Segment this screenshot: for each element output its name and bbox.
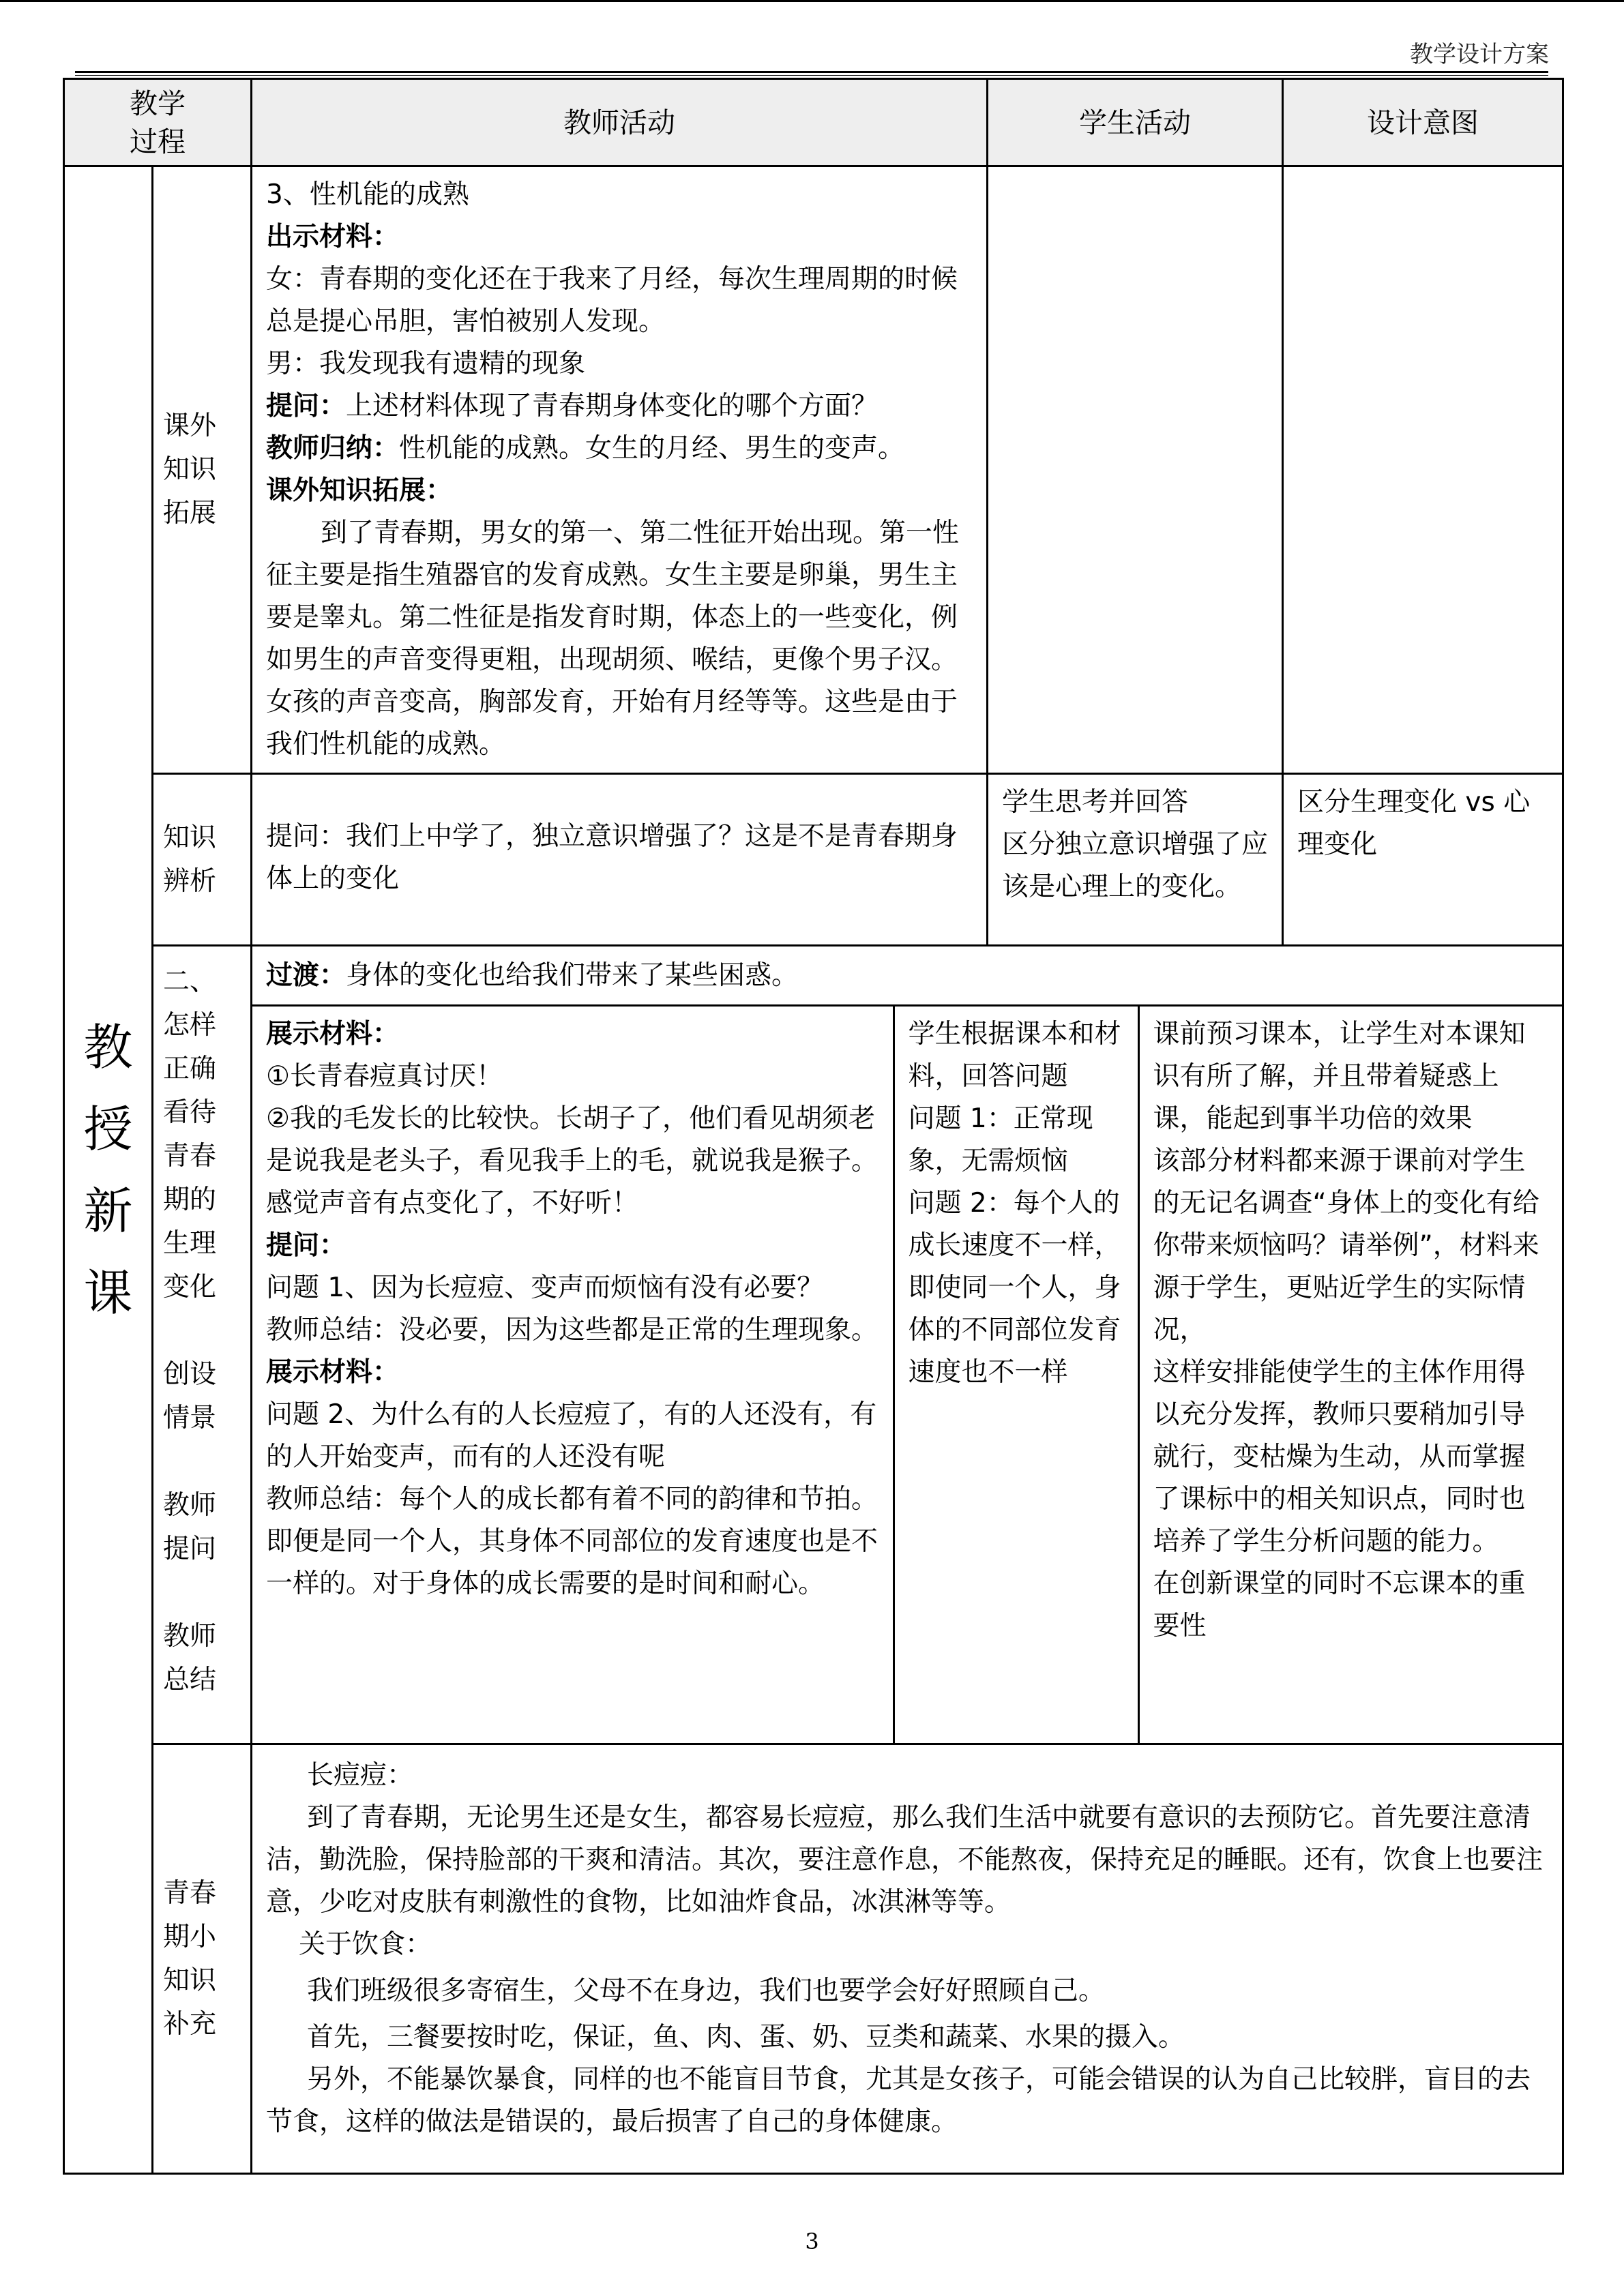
label-spacer — [163, 1309, 241, 1353]
label-line: 提问 — [163, 1534, 217, 1564]
section-2-student — [988, 774, 1283, 946]
section-2-label — [153, 774, 252, 946]
row-section-1 — [64, 166, 1563, 774]
label-line: 青春 — [163, 1141, 217, 1172]
topic-text: 另外，不能暴饮暴食，同样的也不能盲目节食，尤其是女孩子，可能会错误的认为自己比较胖，盲目的去节食，这样的做法是错误的，最后损害了自己的身体健康。 — [266, 2064, 1531, 2137]
row-section-4 — [64, 1744, 1563, 2174]
question-line — [266, 385, 973, 428]
material-item: 感觉声音有点变化了，不好听！ — [266, 1188, 639, 1219]
section-2-teacher: 提问：我们上中学了，独立意识增强了？这是不是青春期身体上的变化 — [252, 774, 988, 946]
summary-1: 教师总结：没必要，因为这些都是正常的生理现象。 — [266, 1315, 879, 1345]
label-line: 教师 — [163, 1621, 217, 1652]
extension-label: 课外知识拓展： — [266, 475, 453, 506]
topic-text: 首先，三餐要按时吃，保证，鱼、肉、蛋、奶、豆类和蔬菜、水果的摄入。 — [307, 2022, 1185, 2053]
running-header: 教学设计方案 — [1410, 41, 1549, 68]
label-line: 二、 — [163, 966, 217, 997]
topic-text: 到了青春期，无论男生还是女生，都容易长痘痘，那么我们生活中就要有意识的去预防它。首先要注意清洁，勤洗脸，保持脸部的干爽和清洁。其次，要注意作息，不能熬夜，保持充足的睡眠。还有，饮食上也要注意，少吃对皮肤有刺激性的食物，比如油炸食品，冰淇淋等等。 — [266, 1802, 1544, 1918]
header-process — [64, 79, 252, 166]
question-2: 问题 2、为什么有的人长痘痘了，有的人还没有，有的人开始变声，而有的人还没有呢 — [266, 1399, 877, 1472]
summary-line — [266, 428, 973, 470]
section-4-content — [252, 1744, 1563, 2174]
intent-line: 课前预习课本，让学生对本课知识有所了解，并且带着疑惑上课，能起到事半功倍的效果 — [1153, 1019, 1526, 1134]
label-line: 青春 — [163, 1877, 217, 1909]
student-line: 问题 1：正常现象，无需烦恼 — [908, 1103, 1093, 1176]
student-line: 问题 2：每个人的成长速度不一样，即使同一个人，身体的不同部位发育速度也不一样 — [908, 1188, 1121, 1388]
material-text-female: 女：青春期的变化还在于我来了月经，每次生理周期的时候总是提心吊胆，害怕被别人发现。 — [266, 264, 958, 337]
material-text-male: 男：我发现我有遗精的现象 — [266, 348, 586, 379]
topic-heading: 长痘痘： — [307, 1760, 414, 1791]
material-label: 展示材料： — [266, 1019, 400, 1049]
question-label: 提问： — [266, 1230, 346, 1261]
summary-2: 教师总结：每个人的成长都有着不同的韵律和节拍。即便是同一个人，其身体不同部位的发育速度也是不一样的。对于身体的成长需要的是时间和耐心。 — [266, 1484, 879, 1599]
row-section-3-materials — [64, 1006, 1563, 1744]
stage-char: 教 — [83, 1018, 133, 1076]
section-3-intent — [1138, 1007, 1564, 1743]
label-line: 拓展 — [163, 498, 217, 528]
label-line: 补充 — [163, 2008, 217, 2040]
intent-line: 这样安排能使学生的主体作用得以充分发挥，教师只要稍加引导就行，变枯燥为生动，从而掌握了课标中的相关知识点，同时也培养了学生分析问题的能力。 — [1153, 1357, 1526, 1557]
section-3-label — [153, 946, 252, 1744]
section-3-teacher — [252, 1007, 894, 1743]
transition-cell — [252, 946, 1563, 1006]
intent-line: 该部分材料都来源于课前对学生的无记名调查“身体上的变化有给你带来烦恼吗？请举例”，材料来源于学生，更贴近学生的实际情况， — [1153, 1146, 1539, 1345]
label-line: 生理 — [163, 1228, 217, 1259]
label-line: 教师 — [163, 1490, 217, 1521]
page-top-border — [0, 0, 1624, 2]
row-section-2 — [64, 774, 1563, 946]
material-item: ②我的毛发长的比较快。长胡子了，他们看见胡须老是说我是老头子，看见我手上的毛，就说我是猴子。 — [266, 1103, 879, 1176]
intent-line: 在创新课堂的同时不忘课本的重要性 — [1153, 1568, 1526, 1641]
page-number: 3 — [805, 2228, 819, 2254]
label-line: 变化 — [163, 1272, 217, 1302]
header-student: 学生活动 — [988, 79, 1283, 166]
label-line: 总结 — [163, 1665, 217, 1695]
section-1-label — [153, 166, 252, 774]
label-line: 怎样 — [163, 1010, 217, 1041]
header-intent: 设计意图 — [1283, 79, 1563, 166]
transition-text: 身体的变化也给我们带来了某些困惑。 — [346, 959, 799, 991]
topic-heading: 关于饮食： — [299, 1929, 432, 1960]
student-line: 学生根据课本和材料，回答问题 — [908, 1019, 1121, 1092]
label-line: 辨析 — [163, 865, 217, 897]
question-1: 问题 1、因为长痘痘、变声而烦恼有没有必要？ — [266, 1272, 824, 1303]
section-1-intent — [1283, 166, 1563, 774]
row-section-3-transition — [64, 946, 1563, 1006]
section-1-teacher — [252, 166, 988, 774]
table-header-row — [64, 79, 1563, 166]
section-3-student — [894, 1007, 1138, 1743]
materials-inner-table — [252, 1007, 1564, 1743]
header-process-line-1: 教学 — [130, 87, 186, 120]
summary-text: 性机能的成熟。女生的月经、男生的变声。 — [399, 433, 905, 464]
question-text: 上述材料体现了青春期身体变化的哪个方面？ — [346, 391, 879, 421]
material-label: 出示材料： — [266, 222, 400, 252]
label-line: 期小 — [163, 1921, 217, 1952]
student-line: 学生思考并回答 — [1002, 787, 1189, 818]
label-line: 看待 — [163, 1097, 217, 1128]
section-4-label — [153, 1744, 252, 2174]
lesson-plan-table — [63, 78, 1564, 2175]
extension-text: 到了青春期，男女的第一、第二性征开始出现。第一性征主要是指生殖器官的发育成熟。女生主要是卵巢，男生主要是睾丸。第二性征是指发育时期，体态上的一些变化，例如男生的声音变得更粗，出现胡须、喉结，更像个男子汉。女孩的声音变高，胸部发育，开始有月经等等。这些是由于我们性机能的成熟。 — [266, 518, 960, 760]
label-line: 知识 — [163, 822, 217, 853]
label-line: 知识 — [163, 1965, 217, 1996]
header-teacher: 教师活动 — [252, 79, 988, 166]
subheading: 3、性机能的成熟 — [266, 179, 469, 210]
label-line: 知识 — [163, 454, 217, 485]
transition-label: 过渡： — [266, 959, 346, 991]
stage-label — [64, 166, 153, 2174]
label-spacer — [163, 1571, 241, 1615]
label-line: 正确 — [163, 1054, 217, 1084]
label-line: 创设 — [163, 1359, 217, 1390]
material-label-2: 展示材料： — [266, 1357, 400, 1388]
label-line: 情景 — [163, 1403, 217, 1433]
summary-label: 教师归纳： — [266, 433, 400, 464]
materials-block — [252, 1006, 1563, 1744]
label-line: 课外 — [163, 411, 217, 441]
header-rule-thin — [75, 75, 1548, 76]
stage-char: 新 — [83, 1182, 133, 1240]
header-process-line-2: 过程 — [130, 125, 186, 158]
header-rule — [75, 71, 1548, 73]
stage-char: 课 — [83, 1264, 133, 1322]
section-1-student — [988, 166, 1283, 774]
topic-text: 我们班级很多寄宿生，父母不在身边，我们也要学会好好照顾自己。 — [307, 1976, 1106, 2006]
material-item: ①长青春痘真讨厌！ — [266, 1061, 503, 1092]
label-line: 期的 — [163, 1184, 217, 1215]
label-spacer — [163, 1440, 241, 1484]
stage-char: 授 — [83, 1100, 133, 1158]
student-line: 区分独立意识增强了应该是心理上的变化。 — [1002, 829, 1269, 902]
section-2-intent: 区分生理变化 vs 心理变化 — [1283, 774, 1563, 946]
question-label: 提问： — [266, 391, 346, 421]
